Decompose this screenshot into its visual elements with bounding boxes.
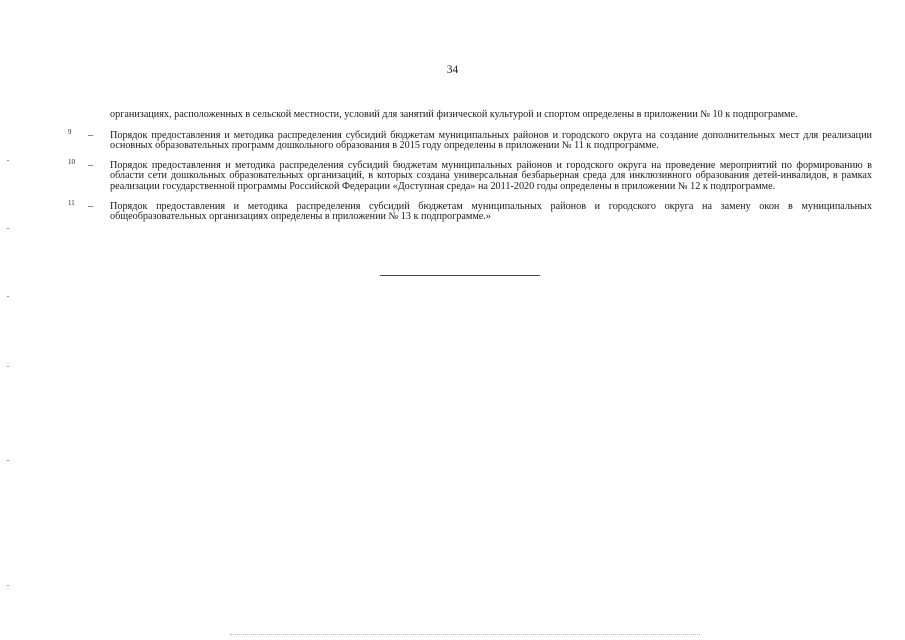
scan-artifact [7,366,9,367]
footnote-dash: – [88,200,94,212]
scan-artifact [7,296,9,297]
footnote-9 [62,127,872,152]
footnote-number: 9 [68,127,72,136]
footnote-11 [62,198,872,223]
scan-artifact [7,585,9,586]
footnote-text: Порядок предоставления и методика распределения субсидий бюджетам муниципальных районов и городского округа на создание дополнительных мест для реализации основных образовательных программ дошкольного образования в 2015 году определены в приложении № 11 к подпрограмме. [110,129,872,152]
footnote-number: 11 [68,198,75,207]
closing-rule [380,275,540,276]
footnote-text: Порядок предоставления и методика распределения субсидий бюджетам муниципальных районов и городского округа на проведение мероприятий по формированию в области сети дошкольных образовательных организаций, в которых создана универсальная безбарьерная среда для инклюзивного образования детей-инвалидов, в рамках реализации государственной программы Российской Федерации «Доступная среда» на 2011-2020 годы определены в приложении № 12 к подпрограмме. [110,159,872,192]
page-number: 34 [446,64,459,76]
footnote-continuation [62,110,872,121]
footnote-text: организациях, расположенных в сельской местности, условий для занятий физической культурой и спортом определены в приложении № 10 к подпрограмме. [110,109,798,120]
footnote-dash: – [88,129,94,141]
footnote-10 [62,157,872,193]
scan-artifact [7,228,9,229]
scan-artifact [7,160,9,161]
footnotes-block [62,110,872,232]
footnote-text: Порядок предоставления и методика распределения субсидий бюджетам муниципальных районов и городского округа на замену окон в муниципальных общеобразовательных организациях определены в приложении № 13 к подпрограмме.» [110,200,872,223]
footnote-number: 10 [68,157,75,166]
scan-artifact [7,460,9,461]
footnote-dash: – [88,159,94,171]
scan-artifact-bottom [230,634,700,636]
